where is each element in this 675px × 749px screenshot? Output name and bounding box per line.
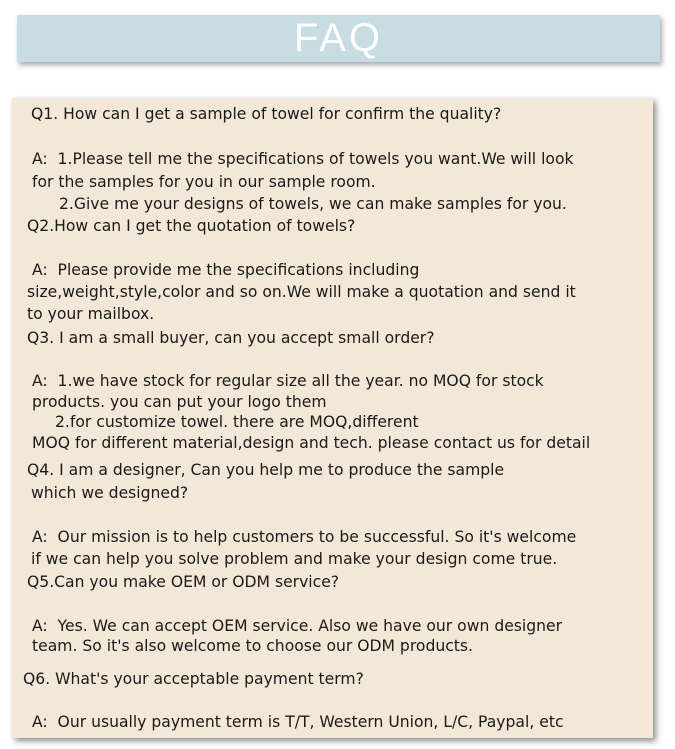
q2-answer-line-2: size,weight,style,color and so on.We will make a quotation and send it <box>27 283 576 301</box>
q3-question: Q3. I am a small buyer, can you accept small order? <box>27 329 435 347</box>
q5-question: Q5.Can you make OEM or ODM service? <box>27 573 340 591</box>
q2-answer-line-1: A: Please provide me the specifications including <box>32 261 420 279</box>
q2-question: Q2.How can I get the quotation of towels? <box>27 217 356 235</box>
q5-answer-line-1: A: Yes. We can accept OEM service. Also we have our own designer <box>32 617 563 635</box>
q4-answer-line-1: A: Our mission is to help customers to be successful. So it's welcome <box>32 528 577 546</box>
faq-panel <box>12 98 653 738</box>
faq-banner <box>17 15 660 62</box>
q4-question-line-1: Q4. I am a designer, Can you help me to produce the sample <box>27 461 505 479</box>
q3-answer-line-3: 2.for customize towel. there are MOQ,different <box>55 413 419 431</box>
q1-answer-line-3: 2.Give me your designs of towels, we can make samples for you. <box>59 195 567 213</box>
q1-question: Q1. How can I get a sample of towel for confirm the quality? <box>31 105 502 123</box>
q3-answer-line-4: MOQ for different material,design and tech. please contact us for detail <box>32 434 591 452</box>
q2-answer-line-3: to your mailbox. <box>27 305 155 323</box>
q1-answer-line-2: for the samples for you in our sample room. <box>32 173 376 191</box>
faq-title: FAQ <box>293 16 384 60</box>
q3-answer-line-1: A: 1.we have stock for regular size all the year. no MOQ for stock <box>32 372 544 390</box>
q6-answer-line-1: A: Our usually payment term is T/T, Western Union, L/C, Paypal, etc <box>32 713 564 731</box>
q1-answer-line-1: A: 1.Please tell me the specifications of towels you want.We will look <box>32 150 574 168</box>
q3-answer-line-2: products. you can put your logo them <box>32 393 327 411</box>
q5-answer-line-2: team. So it's also welcome to choose our ODM products. <box>32 637 473 655</box>
q4-answer-line-2: if we can help you solve problem and make your design come true. <box>31 550 558 568</box>
q6-question: Q6. What's your acceptable payment term? <box>23 670 364 688</box>
q4-question-line-2: which we designed? <box>31 484 189 502</box>
